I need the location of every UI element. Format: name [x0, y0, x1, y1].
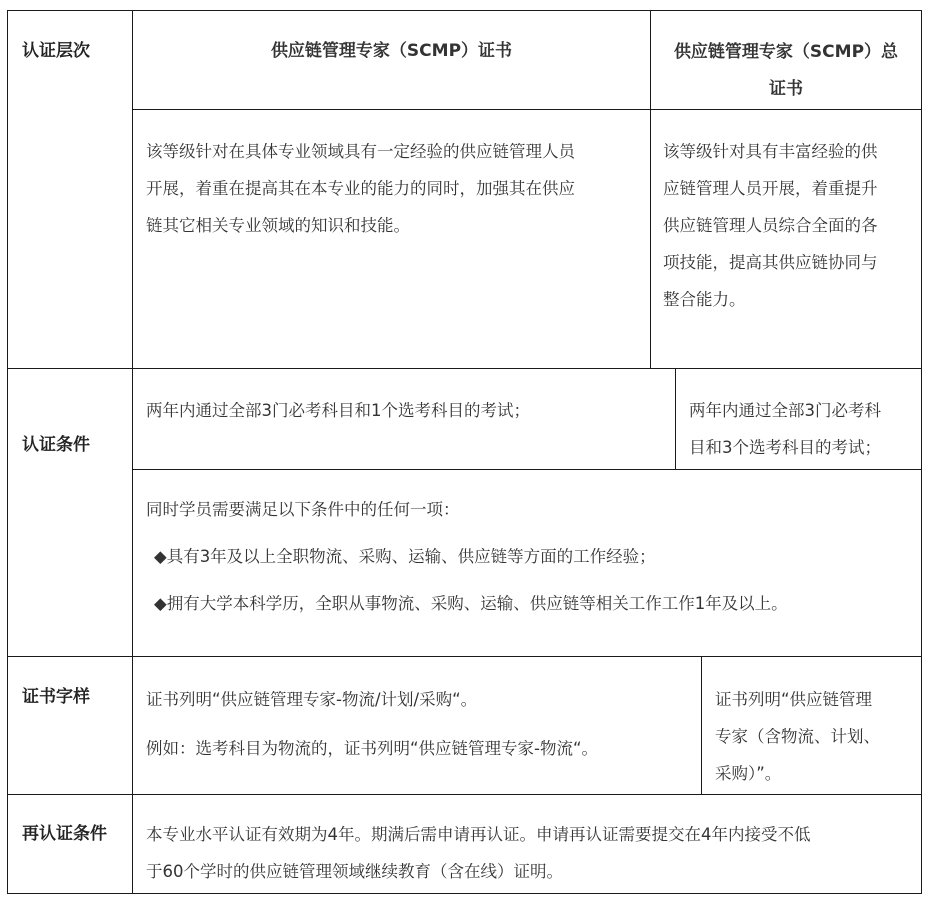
table-border-bottom	[7, 893, 922, 894]
text-line: 整合能力。	[663, 290, 746, 309]
text-line: 本专业水平认证有效期为4年。期满后需申请再认证。申请再认证需要提交在4年内接受不低	[146, 825, 811, 844]
scmp-description	[146, 133, 575, 244]
table-border-right	[921, 10, 922, 894]
text-line: 专家（含物流、计划、	[715, 727, 880, 746]
text-line: 供应链管理人员综合全面的各	[663, 216, 878, 235]
text-line: 开展，着重在提高其在本专业的能力的同时，加强其在供应	[146, 179, 575, 198]
column-divider	[701, 656, 702, 795]
text-line: 项技能，提高其供应链协同与	[663, 253, 878, 272]
text-line: 于60个学时的供应链管理领域继续教育（含在线）证明。	[146, 862, 563, 881]
row-divider	[7, 656, 922, 657]
row-label-recert: 再认证条件	[22, 824, 107, 844]
text-line: 该等级针对在具体专业领域具有一定经验的供应链管理人员	[146, 142, 575, 161]
row-divider	[7, 368, 922, 369]
row-divider	[7, 794, 922, 795]
requirement-item: ◆拥有大学本科学历，全职从事物流、采购、运输、供应链等相关工作工作1年及以上。	[154, 594, 788, 613]
table-border-top	[7, 10, 922, 11]
column-header-scmp-general	[651, 34, 921, 108]
text-line: 例如：选考科目为物流的，证书列明“供应链管理专家-物流“。	[146, 739, 599, 758]
requirements-intro: 同时学员需要满足以下条件中的任何一项：	[146, 500, 460, 519]
text-line: 两年内通过全部3门必考科	[689, 401, 881, 420]
scmp-condition: 两年内通过全部3门必考科目和1个选考科目的考试；	[146, 401, 530, 420]
scmp-certificate-text	[146, 681, 598, 767]
column-divider	[132, 10, 133, 894]
text-line: 该等级针对具有丰富经验的供	[663, 142, 878, 161]
column-divider	[675, 368, 676, 470]
row-divider	[132, 109, 922, 110]
text-line: 证书列明“供应链管理	[715, 690, 873, 709]
scmp-general-certificate-text	[715, 681, 880, 792]
text-line: 采购）”。	[715, 764, 782, 783]
common-requirements	[146, 491, 788, 622]
text-line: 目和3个选考科目的考试；	[689, 438, 881, 457]
scmp-general-description	[663, 133, 878, 318]
row-label-level: 认证层次	[22, 41, 90, 61]
text-line: 证书列明“供应链管理专家-物流/计划/采购“。	[146, 690, 478, 709]
header-line: 证书	[769, 79, 803, 99]
row-label-certificate: 证书字样	[22, 687, 90, 707]
requirement-item: ◆具有3年及以上全职物流、采购、运输、供应链等方面的工作经验；	[154, 547, 656, 566]
table-border-left	[7, 10, 8, 894]
column-header-scmp: 供应链管理专家（SCMP）证书	[270, 41, 513, 61]
row-divider	[132, 469, 922, 470]
recert-text	[146, 816, 811, 890]
text-line: 链其它相关专业领域的知识和技能。	[146, 216, 410, 235]
row-label-conditions: 认证条件	[22, 435, 90, 455]
header-line: 供应链管理专家（SCMP）总	[673, 42, 899, 62]
scmp-general-condition	[689, 392, 881, 466]
text-line: 应链管理人员开展，着重提升	[663, 179, 878, 198]
